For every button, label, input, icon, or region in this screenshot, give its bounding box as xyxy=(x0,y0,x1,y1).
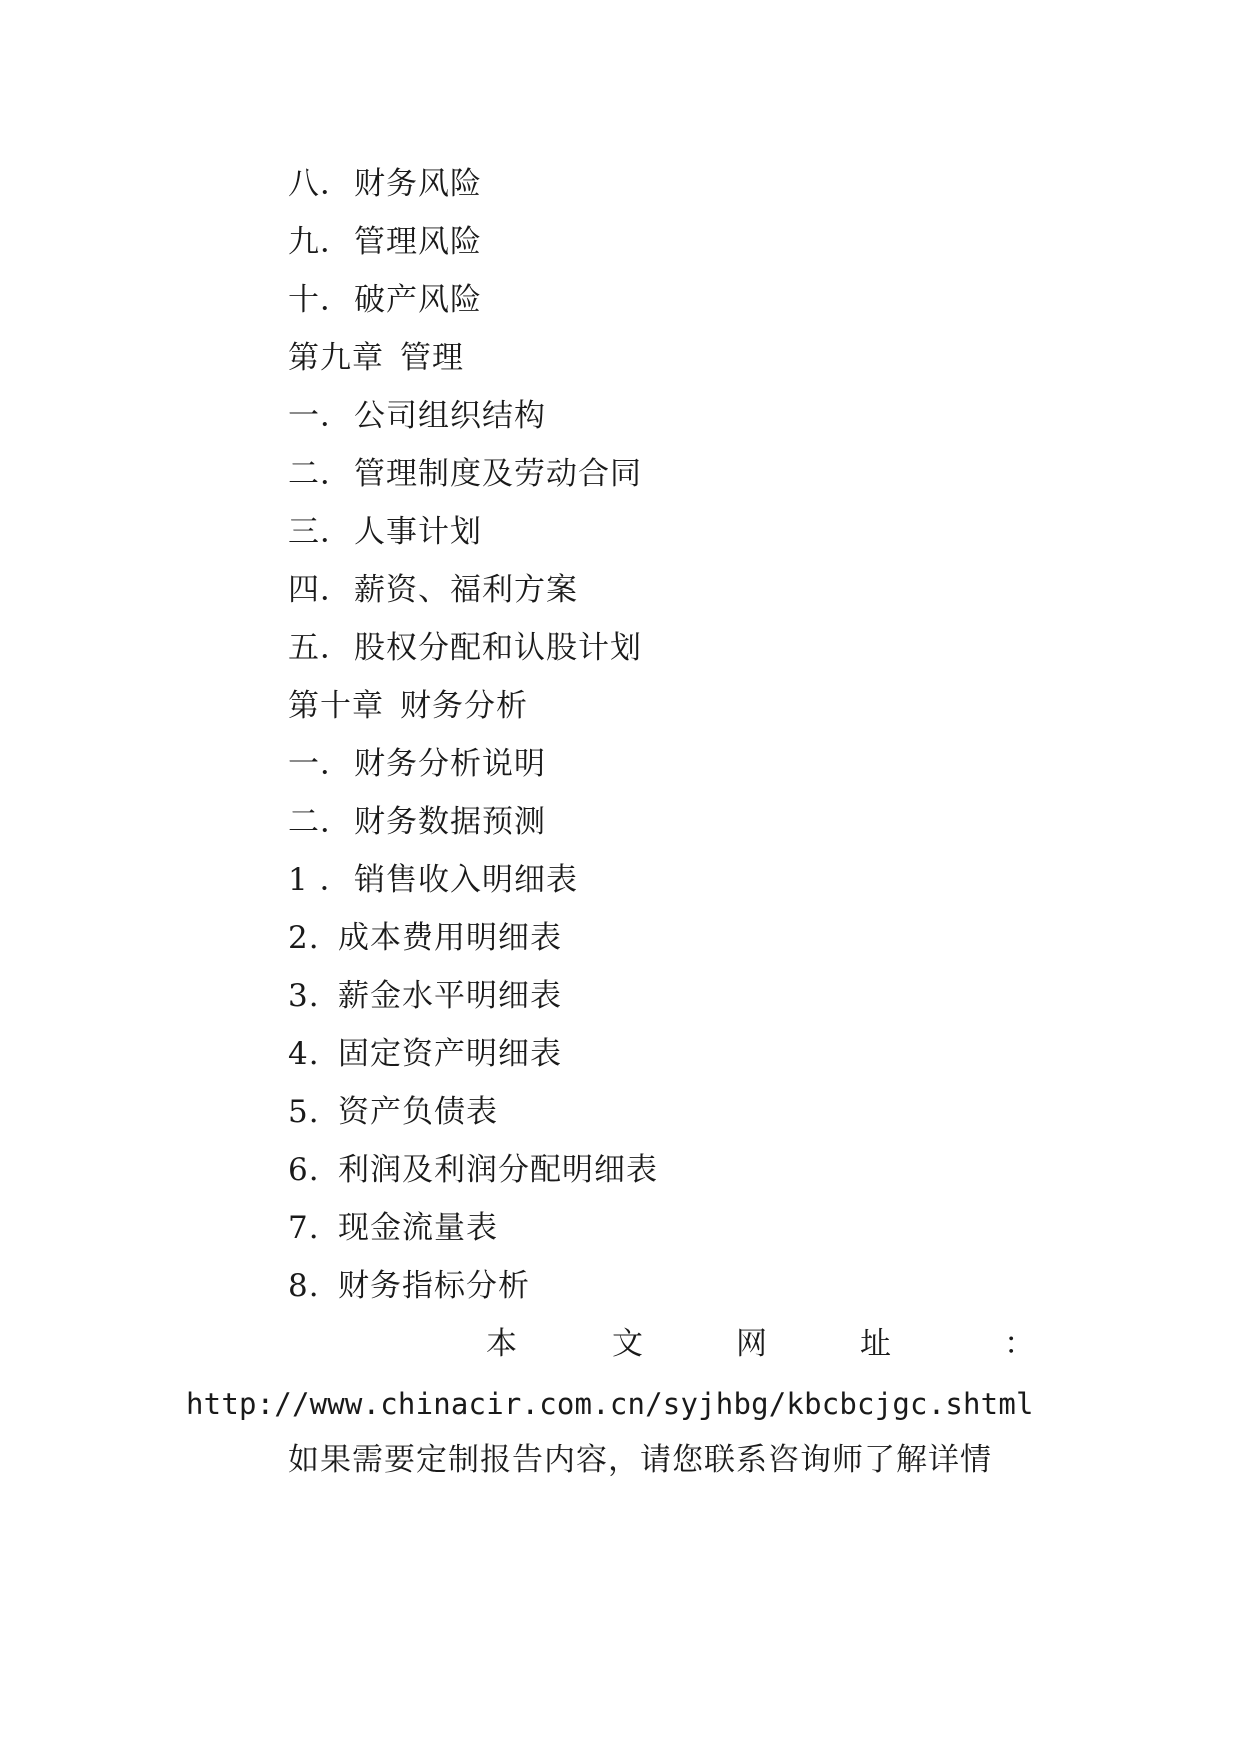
toc-item-text: 销售收入明细表 xyxy=(354,862,578,898)
toc-item xyxy=(288,396,546,436)
toc-item-text: 利润及利润分配明细表 xyxy=(338,1152,658,1188)
toc-item-text: 管理风险 xyxy=(354,224,482,260)
contact-note: 如果需要定制报告内容，请您联系咨询师了解详情 xyxy=(288,1442,992,1478)
toc-item-text: 破产风险 xyxy=(354,282,482,318)
toc-item-text: 固定资产明细表 xyxy=(338,1036,562,1072)
toc-item-text: 财务风险 xyxy=(354,166,482,202)
toc-item xyxy=(288,512,482,552)
toc-item xyxy=(288,976,562,1016)
url-label-char: 本 xyxy=(486,1326,517,1362)
toc-item xyxy=(288,164,482,204)
toc-item-number: 4. xyxy=(288,1036,320,1072)
toc-item-number: 九． xyxy=(288,224,352,260)
toc-item xyxy=(288,802,546,842)
toc-item-number: 二． xyxy=(288,804,352,840)
toc-item xyxy=(288,918,562,958)
toc-item xyxy=(288,628,642,668)
toc-item-text: 公司组织结构 xyxy=(354,398,546,434)
toc-item-number: 三． xyxy=(288,514,352,550)
toc-item-number: 6. xyxy=(288,1152,320,1188)
toc-item xyxy=(288,1150,658,1190)
toc-item-number: 7. xyxy=(288,1210,320,1246)
toc-item-number: 八． xyxy=(288,166,352,202)
toc-item-number: 十． xyxy=(288,282,352,318)
toc-item-number: 二． xyxy=(288,456,352,492)
toc-item xyxy=(288,1092,498,1132)
toc-item xyxy=(288,280,482,320)
chapter-title: 管理 xyxy=(400,340,464,376)
toc-item-number: 一． xyxy=(288,746,352,782)
toc-item-text: 薪资、福利方案 xyxy=(354,572,578,608)
toc-item-number: 四． xyxy=(288,572,352,608)
toc-item xyxy=(288,454,642,494)
toc-item-text: 财务指标分析 xyxy=(338,1268,530,1304)
toc-item xyxy=(288,860,578,900)
toc-item-text: 现金流量表 xyxy=(338,1210,498,1246)
chapter-label: 第九章 xyxy=(288,340,384,376)
toc-item-number: 2. xyxy=(288,920,320,956)
url-label-char: 址 xyxy=(860,1326,891,1362)
toc-item xyxy=(288,1266,530,1306)
toc-item xyxy=(288,744,546,784)
source-url-link[interactable]: http://www.chinacir.com.cn/syjhbg/kbcbcjgc.shtml xyxy=(186,1387,1034,1421)
toc-item-text: 人事计划 xyxy=(354,514,482,550)
url-label-char: 网 xyxy=(736,1326,767,1362)
toc-item-number: 3. xyxy=(288,978,320,1014)
toc-item xyxy=(288,222,482,262)
toc-item-text: 资产负债表 xyxy=(338,1094,498,1130)
toc-item-number: 一． xyxy=(288,398,352,434)
toc-item-text: 财务分析说明 xyxy=(354,746,546,782)
toc-item-number: 1 ． xyxy=(288,862,352,898)
toc-item-text: 成本费用明细表 xyxy=(338,920,562,956)
chapter-heading xyxy=(288,686,528,726)
chapter-label: 第十章 xyxy=(288,688,384,724)
toc-item-text: 财务数据预测 xyxy=(354,804,546,840)
toc-item-number: 8. xyxy=(288,1268,320,1304)
toc-item-number: 五． xyxy=(288,630,352,666)
url-label-char: ： xyxy=(1004,1326,1035,1362)
toc-item xyxy=(288,1034,562,1074)
toc-item-number: 5. xyxy=(288,1094,320,1130)
toc-item-text: 股权分配和认股计划 xyxy=(354,630,642,666)
toc-item-text: 管理制度及劳动合同 xyxy=(354,456,642,492)
toc-item xyxy=(288,570,578,610)
toc-item xyxy=(288,1208,498,1248)
toc-item-text: 薪金水平明细表 xyxy=(338,978,562,1014)
chapter-heading xyxy=(288,338,464,378)
url-label xyxy=(288,1324,1040,1364)
url-label-char: 文 xyxy=(612,1326,643,1362)
chapter-title: 财务分析 xyxy=(400,688,528,724)
